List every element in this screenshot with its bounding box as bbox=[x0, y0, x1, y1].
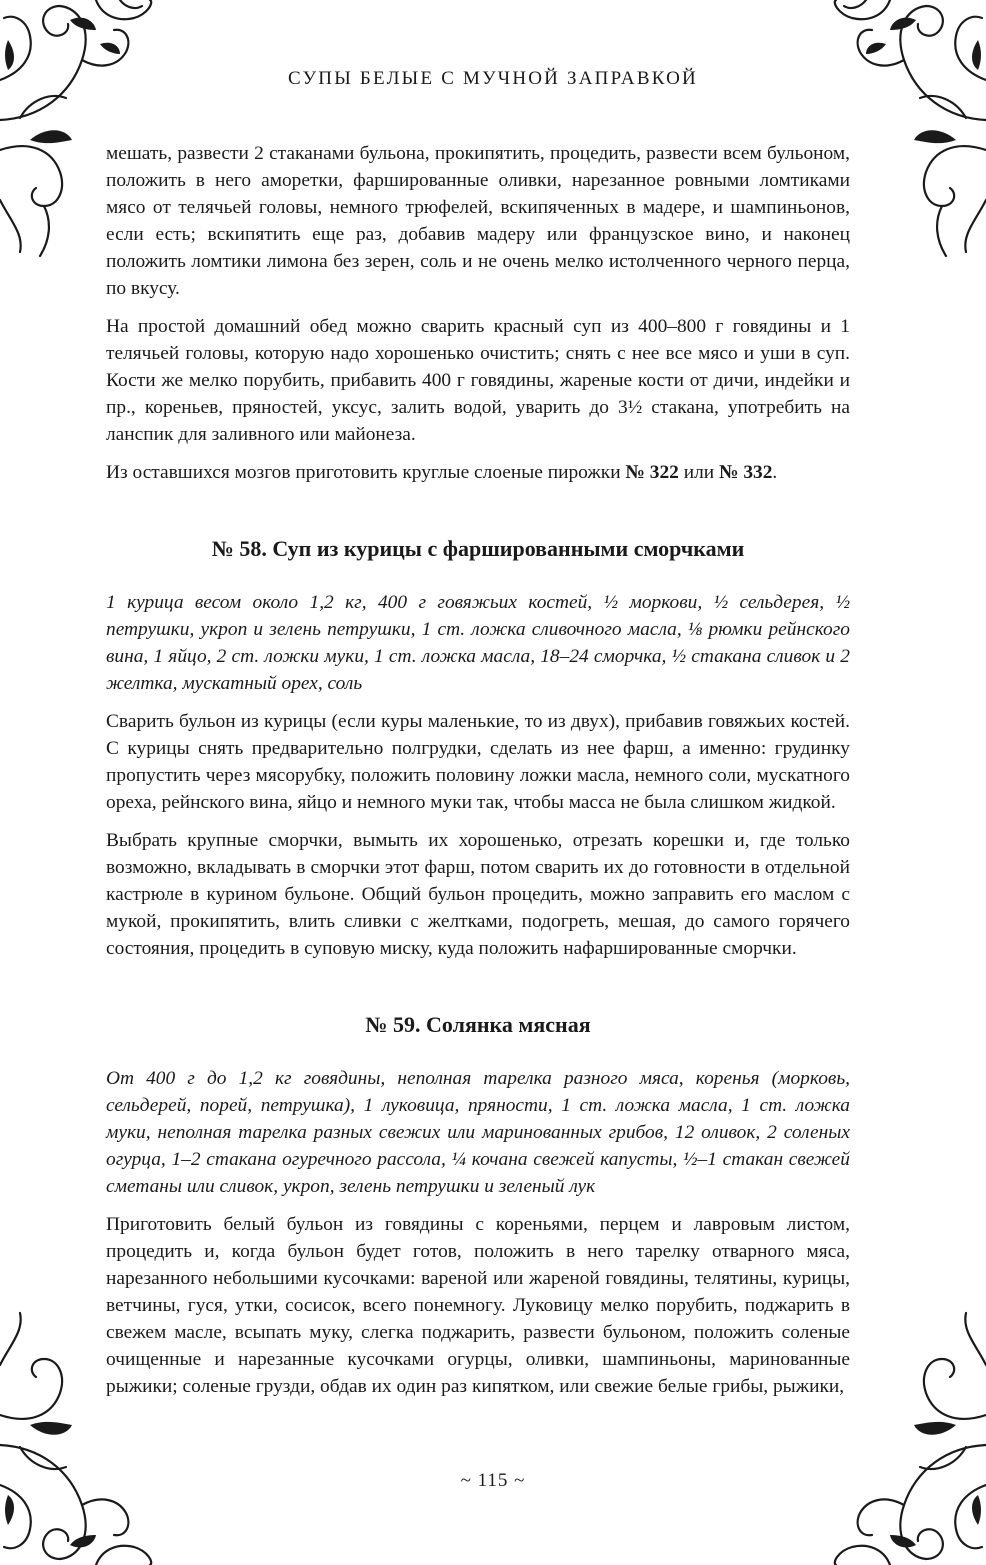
recipe-59-ingredients: От 400 г до 1,2 кг говядины, неполная тарелка разного мяса, коренья (морковь, сельдерей, порей, петрушка), 1 луковица, пряности, 1 ст. ложка масла, 1 ст. ложка муки, неполная тарелка разных свежих или маринованных грибов, 12 оливок, 2 соленых огурца, 1–2 стакана огуречного рассола, ¼ кочана свежей капусты, ½–1 стакан свежей сметаны или сливок, укроп, зелень петрушки и зеленый лук bbox=[106, 1068, 850, 1197]
page-number: ~ 115 ~ bbox=[460, 1470, 526, 1491]
page-content bbox=[106, 140, 850, 1411]
recipe-ref-322: № 322 bbox=[625, 462, 679, 483]
recipe-58-title: № 58. Суп из курицы с фаршированными сморчками bbox=[211, 536, 745, 561]
intro-paragraph-2: На простой домашний обед можно сварить красный суп из 400–800 г говядины и 1 телячьей головы, которую надо хорошенько очистить; снять с нее все мясо и уши в суп. Кости же мелко порубить, прибавить 400 г говядины, жареные кости от дичи, индейки и пр., кореньев, пряностей, уксус, залить водой, уварить до 3½ стакана, употребить на ланспик для заливного или майонеза. bbox=[106, 316, 850, 445]
intro-p3-text-end: . bbox=[772, 462, 778, 483]
recipe-59-paragraph-1: Приготовить белый бульон из говядины с кореньями, перцем и лавровым листом, процедить и, когда бульон будет готов, положить в него тарелку отварного мяса, нарезанного небольшими кусочками: вареной или жареной говядины, телятины, курицы, ветчины, гуся, утки, сосисок, всего понемногу. Луковицу мелко порубить, поджарить в свежем масле, всыпать муку, слегка поджарить, развести бульоном, положить соленые очищенные и нарезанные кусочками огурцы, оливки, шампиньоны, маринованные рыжики; соленые грузди, обдав их один раз кипятком, или свежие белые грибы, рыжики, bbox=[106, 1214, 850, 1397]
recipe-58-paragraph-2: Выбрать крупные сморчки, вымыть их хорошенько, отрезать корешки и, где только возможно, вкладывать в сморчки этот фарш, потом сварить их до готовности в отдельной кастрюле в курином бульоне. Общий бульон процедить, можно заправить его маслом с мукой, прокипятить, влить сливки с желтками, подогреть, мешая, до самого горячего состояния, процедить в суповую миску, куда положить нафаршированные сморчки. bbox=[106, 830, 850, 959]
intro-p3-text-mid: или bbox=[678, 462, 719, 483]
intro-paragraph-3 bbox=[106, 459, 850, 486]
recipe-58-paragraph-1: Сварить бульон из курицы (если куры маленькие, то из двух), прибавив говяжьих костей. С курицы снять предварительно полгрудки, сделать из нее фарш, а именно: грудинку пропустить через мясорубку, положить половину ложки масла, немного соли, мускатного ореха, рейнского вина, яйцо и немного муки так, чтобы масса не была слишком жидкой. bbox=[106, 711, 850, 813]
intro-p3-text-start: Из оставшихся мозгов приготовить круглые слоеные пирожки bbox=[106, 462, 626, 483]
recipe-58-ingredients: 1 курица весом около 1,2 кг, 400 г говяжьих костей, ½ моркови, ½ сельдерея, ½ петрушки, укроп и зелень петрушки, 1 ст. ложка сливочного масла, ⅛ рюмки рейнского вина, 1 яйцо, 2 ст. ложки муки, 1 ст. ложка масла, 18–24 сморчка, ½ стакана сливок и 2 желтка, мускатный орех, соль bbox=[106, 592, 850, 694]
recipe-59-title: № 59. Солянка мясная bbox=[365, 1012, 591, 1037]
intro-paragraph-1: мешать, развести 2 стаканами бульона, прокипятить, процедить, развести всем бульоном, положить в него аморетки, фаршированные оливки, нарезанное ровными ломтиками мясо от телячьей головы, немного трюфелей, вскипяченных в мадере, и шампиньонов, если есть; вскипятить еще раз, добавив мадеру или французское вино, и наконец положить ломтики лимона без зерен, соль и не очень мелко истолченного черного перца, по вкусу. bbox=[106, 143, 850, 299]
recipe-ref-332: № 332 bbox=[718, 462, 773, 483]
running-head: СУПЫ БЕЛЫЕ С МУЧНОЙ ЗАПРАВКОЙ bbox=[288, 68, 698, 89]
